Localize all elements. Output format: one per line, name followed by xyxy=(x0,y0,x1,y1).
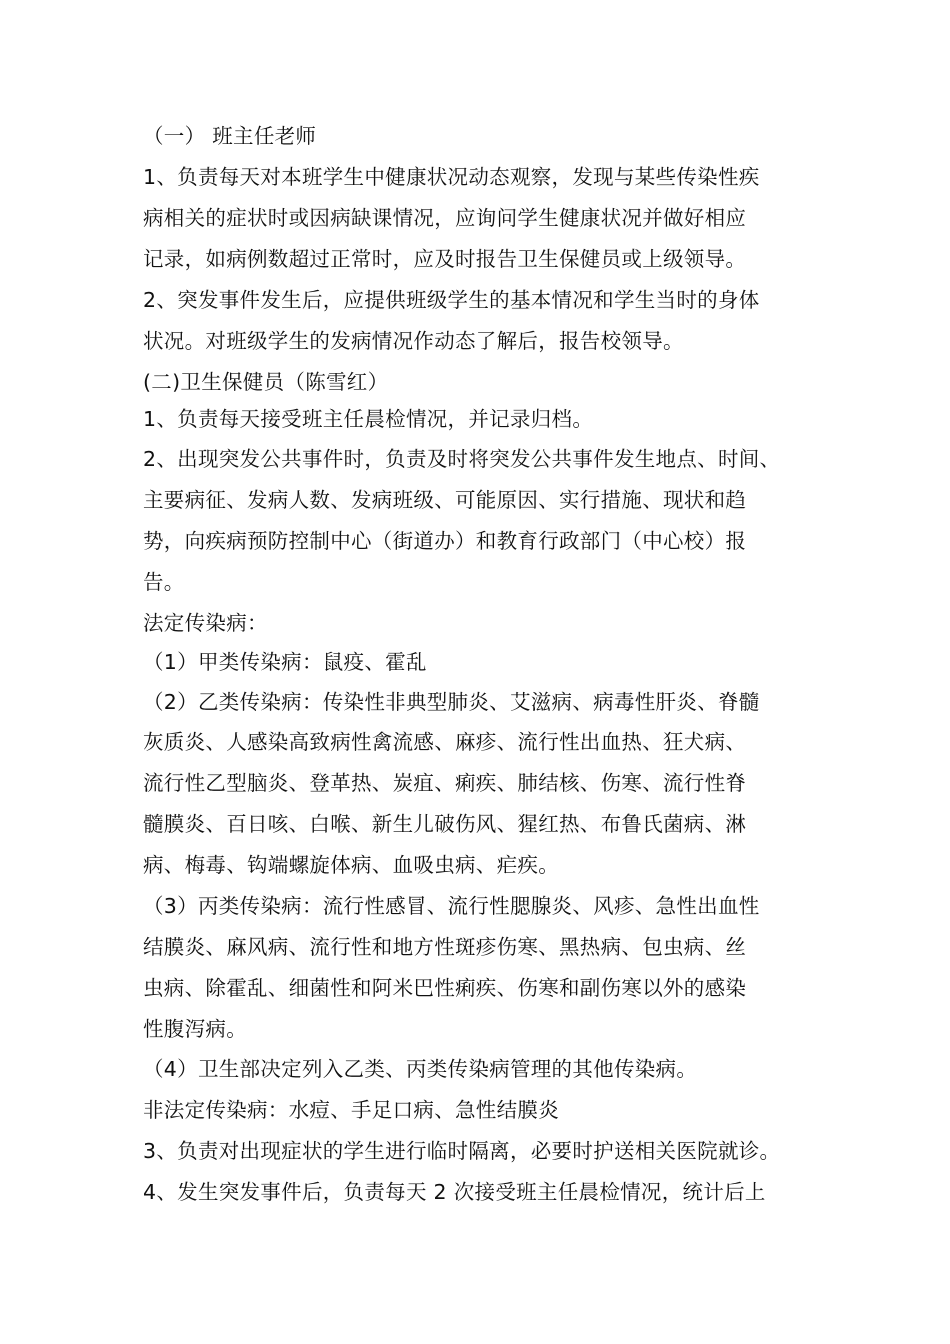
text-line: 虫病、除霍乱、细菌性和阿米巴性痢疾、伤寒和副伤寒以外的感染 xyxy=(143,976,747,1000)
subheading-statutory-diseases: 法定传染病： xyxy=(143,611,268,635)
text-line: 2、突发事件发生后，应提供班级学生的基本情况和学生当时的身体 xyxy=(143,288,760,312)
text-line: 主要病征、发病人数、发病班级、可能原因、实行措施、现状和趋 xyxy=(143,488,747,512)
text-line: （4）卫生部决定列入乙类、丙类传染病管理的其他传染病。 xyxy=(143,1057,698,1081)
subheading-non-statutory-diseases: 非法定传染病：水痘、手足口病、急性结膜炎 xyxy=(143,1098,559,1122)
text-line: 状况。对班级学生的发病情况作动态了解后，报告校领导。 xyxy=(143,329,684,353)
text-line: 流行性乙型脑炎、登革热、炭疽、痢疾、肺结核、伤寒、流行性脊 xyxy=(143,771,747,795)
text-line: 病、梅毒、钩端螺旋体病、血吸虫病、疟疾。 xyxy=(143,853,559,877)
text-line: 势，向疾病预防控制中心（街道办）和教育行政部门（中心校）报 xyxy=(143,529,747,553)
text-line: 病相关的症状时或因病缺课情况，应询问学生健康状况并做好相应 xyxy=(143,206,747,230)
text-line: （3）丙类传染病：流行性感冒、流行性腮腺炎、风疹、急性出血性 xyxy=(143,894,760,918)
section-heading-class-teacher: （一） 班主任老师 xyxy=(143,124,317,148)
text-line: 1、负责每天对本班学生中健康状况动态观察，发现与某些传染性疾 xyxy=(143,165,760,189)
text-line: 2、出现突发公共事件时，负责及时将突发公共事件发生地点、时间、 xyxy=(143,447,781,471)
text-line: 4、发生突发事件后，负责每天 2 次接受班主任晨检情况，统计后上 xyxy=(143,1180,766,1204)
text-line: 记录，如病例数超过正常时，应及时报告卫生保健员或上级领导。 xyxy=(143,247,747,271)
text-line: 髓膜炎、百日咳、白喉、新生儿破伤风、猩红热、布鲁氏菌病、淋 xyxy=(143,812,747,836)
text-line: （2）乙类传染病：传染性非典型肺炎、艾滋病、病毒性肝炎、脊髓 xyxy=(143,690,760,714)
section-heading-health-officer: (二)卫生保健员（陈雪红） xyxy=(143,370,389,394)
text-line: 1、负责每天接受班主任晨检情况，并记录归档。 xyxy=(143,407,594,431)
text-line: （1）甲类传染病：鼠疫、霍乱 xyxy=(143,650,427,674)
text-line: 性腹泻病。 xyxy=(143,1017,247,1041)
text-line: 3、负责对出现症状的学生进行临时隔离，必要时护送相关医院就诊。 xyxy=(143,1139,781,1163)
text-line: 结膜炎、麻风病、流行性和地方性斑疹伤寒、黑热病、包虫病、丝 xyxy=(143,935,747,959)
text-line: 灰质炎、人感染高致病性禽流感、麻疹、流行性出血热、狂犬病、 xyxy=(143,730,747,754)
text-line: 告。 xyxy=(143,570,185,594)
